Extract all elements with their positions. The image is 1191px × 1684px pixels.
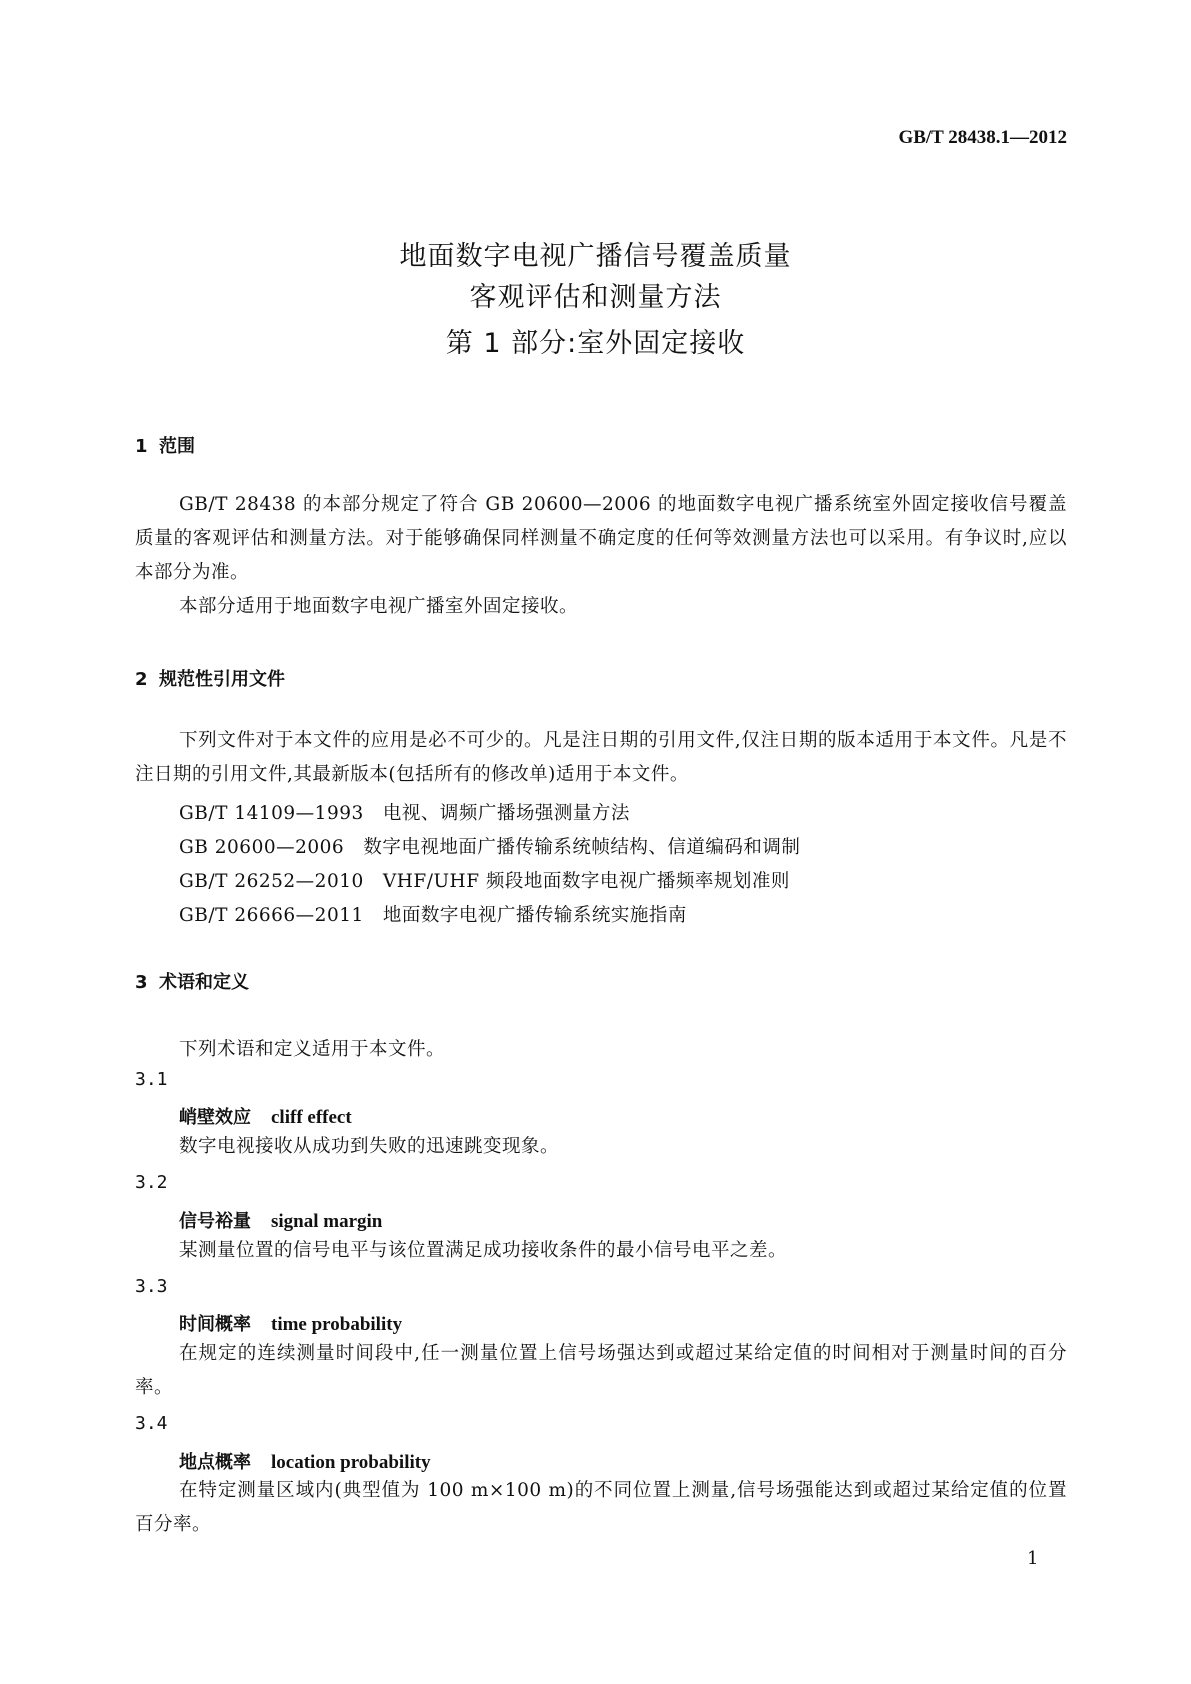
term-heading	[179, 1207, 382, 1233]
normative-reference: GB 20600—2006 数字电视地面广播传输系统帧结构、信道编码和调制	[179, 837, 801, 858]
standard-number-header: GB/T 28438.1—2012	[898, 127, 1067, 148]
term-definition: 在特定测量区域内(典型值为 100 m×100 m)的不同位置上测量,信号场强能达到或超过某给定值的位置百分率。	[135, 1480, 1067, 1535]
section-1-heading	[135, 432, 195, 458]
section-3-paragraph-1: 下列术语和定义适用于本文件。	[179, 1039, 446, 1060]
term-number: 3.3	[135, 1276, 168, 1297]
term-heading	[179, 1448, 431, 1474]
term-heading	[179, 1103, 352, 1129]
section-number: 2	[135, 669, 148, 690]
section-2-paragraph-1: 下列文件对于本文件的应用是必不可少的。凡是注日期的引用文件,仅注日期的版本适用于本文件。凡是不注日期的引用文件,其最新版本(包括所有的修改单)适用于本文件。	[135, 730, 1067, 785]
section-2-heading	[135, 665, 285, 691]
term-en: location probability	[271, 1452, 431, 1473]
term-heading	[179, 1310, 402, 1336]
normative-reference: GB/T 26252—2010 VHF/UHF 频段地面数字电视广播频率规划准则	[179, 871, 790, 892]
document-title-line-1: 地面数字电视广播信号覆盖质量	[399, 241, 792, 272]
page-number: 1	[1027, 1548, 1039, 1569]
term-number: 3.1	[135, 1069, 168, 1090]
section-title: 术语和定义	[159, 972, 249, 993]
term-zh: 时间概率	[179, 1314, 251, 1335]
section-title: 范围	[159, 436, 195, 457]
term-definition: 某测量位置的信号电平与该位置满足成功接收条件的最小信号电平之差。	[179, 1240, 788, 1261]
normative-reference: GB/T 26666—2011 地面数字电视广播传输系统实施指南	[179, 905, 687, 926]
term-number: 3.4	[135, 1413, 168, 1434]
section-3-heading	[135, 968, 249, 994]
term-zh: 信号裕量	[179, 1211, 251, 1232]
document-title-line-2: 客观评估和测量方法	[469, 282, 722, 313]
term-number: 3.2	[135, 1172, 168, 1193]
normative-reference: GB/T 14109—1993 电视、调频广播场强测量方法	[179, 803, 630, 824]
section-1-paragraph-1: GB/T 28438 的本部分规定了符合 GB 20600—2006 的地面数字电视广播系统室外固定接收信号覆盖质量的客观评估和测量方法。对于能够确保同样测量不确定度的任何等效测量方法也可以采用。有争议时,应以本部分为准。	[135, 494, 1067, 583]
section-number: 1	[135, 436, 148, 457]
term-zh: 峭壁效应	[179, 1107, 251, 1128]
term-en: time probability	[271, 1314, 403, 1335]
section-1-paragraph-2: 本部分适用于地面数字电视广播室外固定接收。	[179, 596, 579, 617]
term-definition: 数字电视接收从成功到失败的迅速跳变现象。	[179, 1136, 560, 1157]
term-definition: 在规定的连续测量时间段中,任一测量位置上信号场强达到或超过某给定值的时间相对于测量时间的百分率。	[135, 1343, 1067, 1398]
term-en: signal margin	[271, 1211, 383, 1232]
term-zh: 地点概率	[179, 1452, 251, 1473]
section-title: 规范性引用文件	[159, 669, 285, 690]
section-number: 3	[135, 972, 148, 993]
term-en: cliff effect	[271, 1107, 352, 1128]
document-title-line-3: 第 1 部分:室外固定接收	[445, 328, 746, 359]
